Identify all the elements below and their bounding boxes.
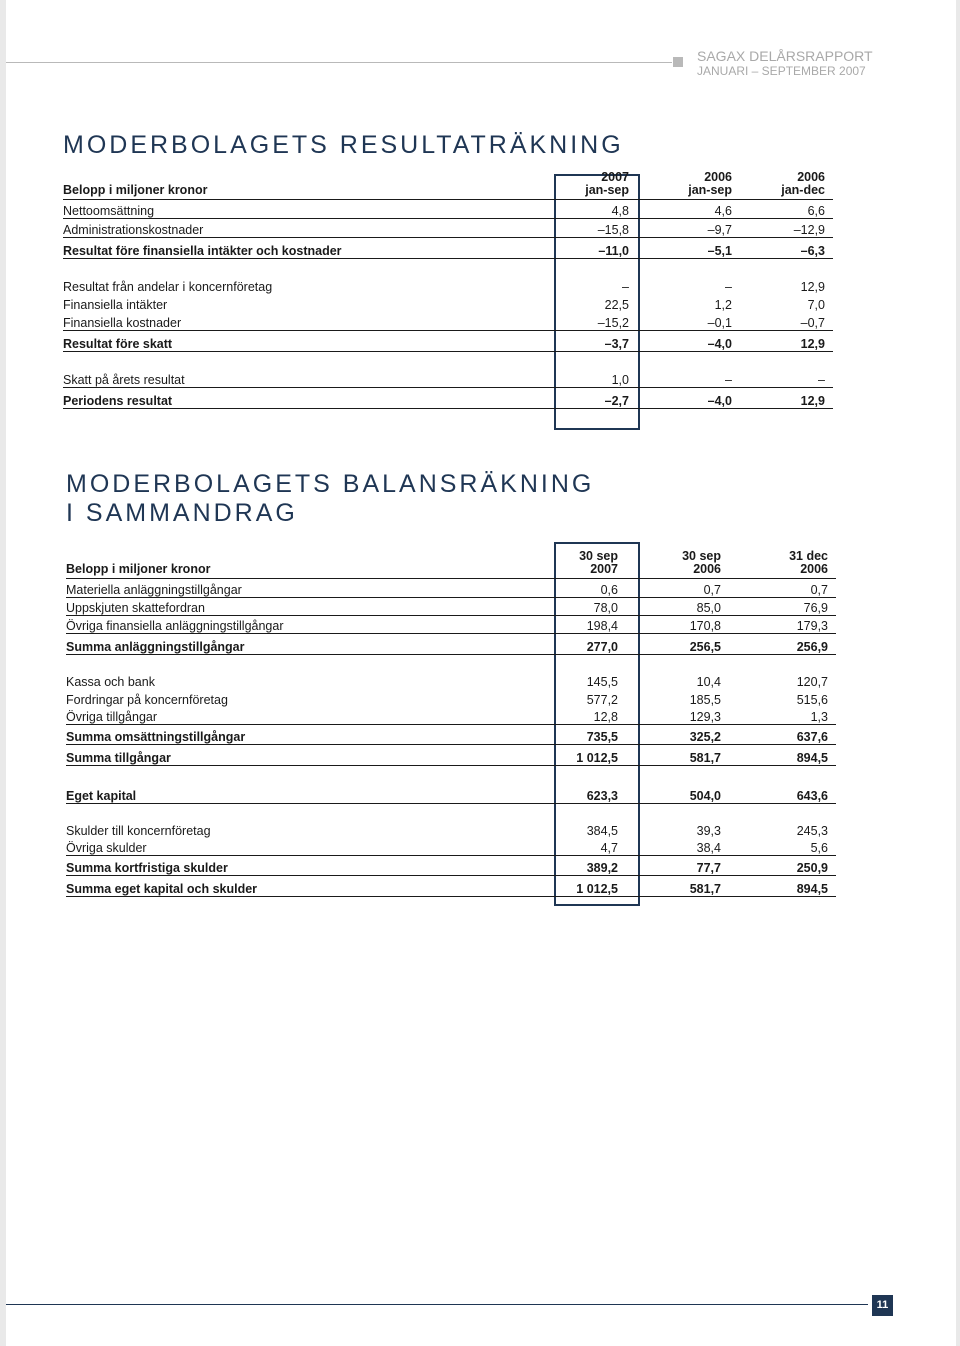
balance-header-row (66, 551, 836, 579)
header-title: SAGAX DELÅRSRAPPORT (697, 48, 873, 64)
table-row-total: Resultat före finansiella intäkter och kostnader –11,0 –5,1 –6,3 (63, 238, 833, 259)
table-row-total: Resultat före skatt –3,7 –4,0 12,9 (63, 331, 833, 352)
column-header-2: 2006 jan-sep (688, 170, 732, 197)
table-row: Fordringar på koncernföretag 577,2 185,5 515,6 (66, 693, 828, 707)
column-header-label: Belopp i miljoner kronor (66, 562, 211, 576)
column-header-3: 2006 jan-dec (781, 170, 825, 197)
table-row-total: Summa tillgångar 1 012,5 581,7 894,5 (66, 745, 836, 766)
table-row-total: Summa omsättningstillgångar 735,5 325,2 637,6 (66, 725, 836, 745)
table-row: Övriga tillgångar 12,8 129,3 1,3 (66, 707, 836, 725)
table-row: Skulder till koncernföretag 384,5 39,3 245,3 (66, 824, 828, 838)
table-row-total: Summa anläggningstillgångar 277,0 256,5 256,9 (66, 634, 836, 655)
balance-table (66, 551, 836, 897)
table-row-total: Summa eget kapital och skulder 1 012,5 581,7 894,5 (66, 876, 836, 897)
table-row: Finansiella kostnader –15,2 –0,1 –0,7 (63, 312, 833, 331)
column-header-label: Belopp i miljoner kronor (63, 183, 208, 197)
table-row: Finansiella intäkter 22,5 1,2 7,0 (63, 298, 825, 312)
table-row-total: Eget kapital 623,3 504,0 643,6 (66, 784, 836, 804)
header-rule (6, 62, 672, 63)
income-title: MODERBOLAGETS RESULTATRÄKNING (63, 131, 624, 159)
balance-title-line1: MODERBOLAGETS BALANSRÄKNING (66, 470, 595, 498)
table-row: Uppskjuten skattefordran 78,0 85,0 76,9 (66, 598, 836, 616)
column-header-1: 30 sep 2007 (579, 549, 618, 576)
table-row: Resultat från andelar i koncernföretag – – 12,9 (63, 280, 825, 294)
income-header-row (63, 170, 833, 200)
footer-rule (6, 1304, 868, 1305)
column-header-2: 30 sep 2006 (682, 549, 721, 576)
table-row: Materiella anläggningstillgångar 0,6 0,7 0,7 (66, 579, 836, 598)
table-row-total: Summa kortfristiga skulder 389,2 77,7 250,9 (66, 856, 836, 876)
column-header-1: 2007 jan-sep (585, 170, 629, 197)
table-row: Skatt på årets resultat 1,0 – – (63, 369, 833, 388)
header-square-icon (673, 57, 683, 67)
table-row: Övriga finansiella anläggningstillgångar 198,4 170,8 179,3 (66, 616, 836, 634)
table-row: Övriga skulder 4,7 38,4 5,6 (66, 838, 836, 856)
balance-title (66, 470, 594, 528)
header-subtitle: JANUARI – SEPTEMBER 2007 (697, 64, 866, 78)
table-row: Nettoomsättning 4,8 4,6 6,6 (63, 200, 833, 219)
table-row-total: Periodens resultat –2,7 –4,0 12,9 (63, 388, 833, 409)
column-header-3: 31 dec 2006 (789, 549, 828, 576)
table-row: Administrationskostnader –15,8 –9,7 –12,9 (63, 219, 833, 238)
income-table (63, 170, 833, 409)
table-row: Kassa och bank 145,5 10,4 120,7 (66, 675, 828, 689)
balance-title-line2: I SAMMANDRAG (66, 499, 298, 527)
page-number: 11 (872, 1295, 893, 1316)
running-header (697, 49, 873, 79)
